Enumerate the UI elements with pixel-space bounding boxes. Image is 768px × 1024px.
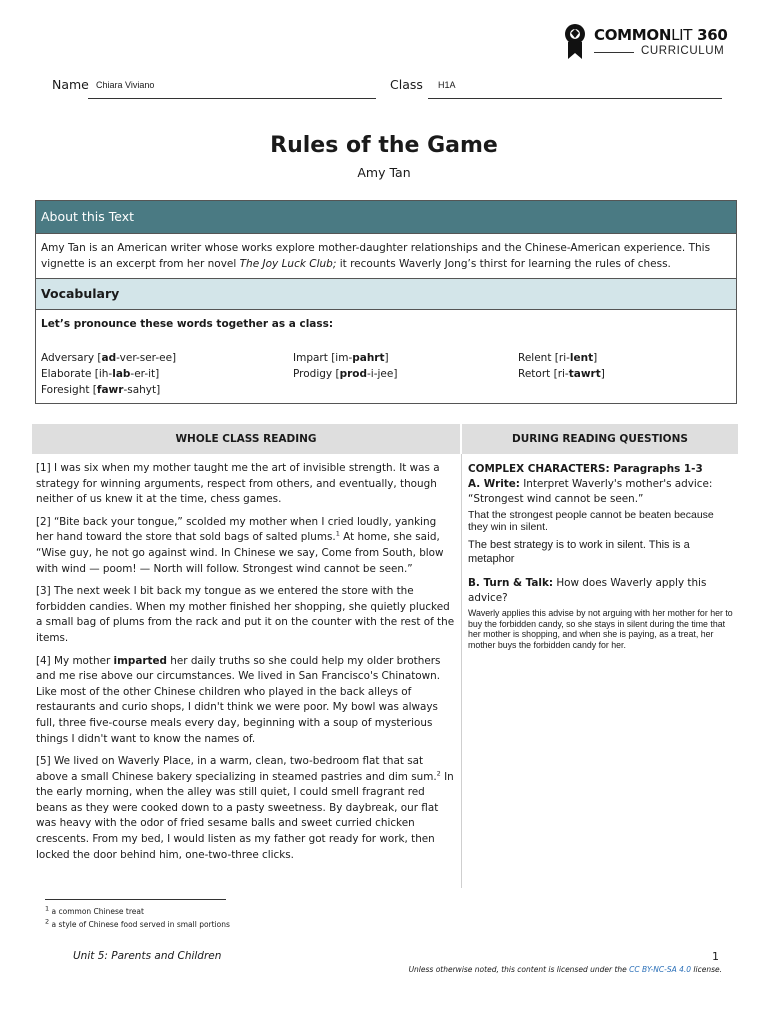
page-title: Rules of the Game (270, 133, 498, 158)
reading-questions (468, 462, 734, 650)
question-b: B. Turn & Talk: How does Waverly apply this advice? (468, 577, 707, 604)
vocab-word: Impart [im-pahrt] (293, 352, 389, 364)
author: Amy Tan (357, 165, 411, 180)
paragraph-3: [3] The next week I bit back my tongue as we entered the store with the forbidden candies. When my mother finished her shopping, she quietly plucked a small bag of plums from the rack and put it on the counter with the rest of the items. (36, 585, 455, 644)
name-label: Name (52, 77, 89, 92)
name-underline (88, 98, 376, 99)
commonlit-logo (562, 22, 732, 62)
answer-a-2[interactable]: The best strategy is to work in silent. This is a metaphor (468, 539, 690, 565)
footnote-ref-2: 2 (436, 769, 441, 778)
vocab-word: Foresight [fawr-sahyt] (41, 384, 161, 396)
page-number: 1 (712, 950, 719, 963)
class-label: Class (390, 77, 423, 92)
question-a: A. Write: Interpret Waverly's mother's advice: “Strongest wind cannot be seen.” (468, 478, 713, 505)
about-heading: About this Text (36, 201, 736, 234)
unit-label: Unit 5: Parents and Children (73, 950, 222, 962)
vocab-word: Retort [ri-tawrt] (518, 368, 605, 380)
license-note: Unless otherwise noted, this content is licensed under the CC BY-NC-SA 4.0 license. (408, 965, 722, 974)
paragraph-5: [5] We lived on Waverly Place, in a warm, clean, two-bedroom flat that sat above a small Chinese bakery specializing in steamed pastries and dim sum.$^2$ In the early morning, when the alley was still quiet, I could smell fragrant red beans as they were cooked down to a pasty sweetness. By daybreak, our flat was heavy with the odor of fried sesame balls and sweet curried chicken crescents. From my bed, I would listen as my father got ready for work, then locked the door behind him, one-two-three clicks. (36, 755, 454, 861)
whole-class-reading-header: WHOLE CLASS READING (32, 424, 460, 454)
footnote-2: $^2$ a style of Chinese food served in small portions (45, 917, 230, 929)
vocab-word: Adversary [ad-ver-ser-ee] (41, 352, 177, 364)
answer-a-1[interactable]: That the strongest people cannot be beaten because they win in silent. (468, 509, 714, 533)
logo-curriculum: CURRICULUM (641, 45, 725, 57)
book-title: The Joy Luck Club; (239, 258, 337, 270)
answer-b[interactable]: Waverly applies this advise by not arguing with her mother for her to buy the forbidden candy, so she stays in silent during the time that her mother is shopping, and when she is paying, as a treat, her mother buys the forbidden candy for her. (468, 608, 733, 650)
vocabulary-heading: Vocabulary (36, 279, 736, 310)
vocabulary-intro: Let’s pronounce these words together as a class: (41, 318, 334, 330)
logo-rule (594, 52, 634, 53)
about-vocab-box (35, 200, 737, 404)
footnote-ref-1: 1 (335, 529, 340, 538)
license-link[interactable]: CC BY-NC-SA 4.0 (629, 965, 692, 974)
about-text: Amy Tan is an American writer whose works explore mother-daughter relationships and the Chinese-American experience. This vignette is an excerpt from her novel The Joy Luck Club; it recounts Waverly Jong’s thirst for learning the rules of chess. (36, 234, 736, 279)
vocab-highlight: imparted (113, 654, 167, 667)
paragraph-1: [1] I was six when my mother taught me the art of invisible strength. It was a strategy for winning arguments, respect from others, and eventually, though neither of us knew it at the time, chess games. (36, 462, 440, 506)
logo-brand: COMMONLIT 360 (594, 26, 728, 44)
reading-passage (36, 461, 456, 870)
vocab-word: Prodigy [prod-i-jee] (293, 368, 398, 380)
footnote-rule (45, 899, 226, 900)
question-section-title: COMPLEX CHARACTERS: Paragraphs 1-3 (468, 463, 703, 475)
class-value[interactable]: H1A (438, 80, 456, 90)
column-divider (461, 454, 462, 888)
vocab-word: Elaborate [ih-lab-er-it] (41, 368, 160, 380)
paragraph-4: [4] My mother imparted her daily truths so she could help my older brothers and me rise above our circumstances. We lived in San Francisco's Chinatown. Like most of the other Chinese children who played in the back alleys of restaurants and curio shops, I didn't think we were poor. My bowl was always full, three five-course meals every day, beginning with a soup of mysterious things I didn't want to know the names of. (36, 654, 441, 745)
class-underline (428, 98, 722, 99)
vocab-word: Relent [ri-lent] (518, 352, 598, 364)
name-value[interactable]: Chiara Viviano (96, 80, 155, 90)
footnote-1: $^1$ a common Chinese treat (45, 904, 144, 916)
commonlit-mark-icon (562, 22, 588, 60)
during-reading-questions-header: DURING READING QUESTIONS (462, 424, 738, 454)
paragraph-2: [2] “Bite back your tongue,” scolded my mother when I cried loudly, yanking her hand toward the store that sold bags of salted plums.$^1$ At home, she said, “Wise guy, he not go against wind. In Chinese we say, Come from South, blow with wind — poom! — North will follow. Strongest wind cannot be seen.” (36, 515, 444, 575)
